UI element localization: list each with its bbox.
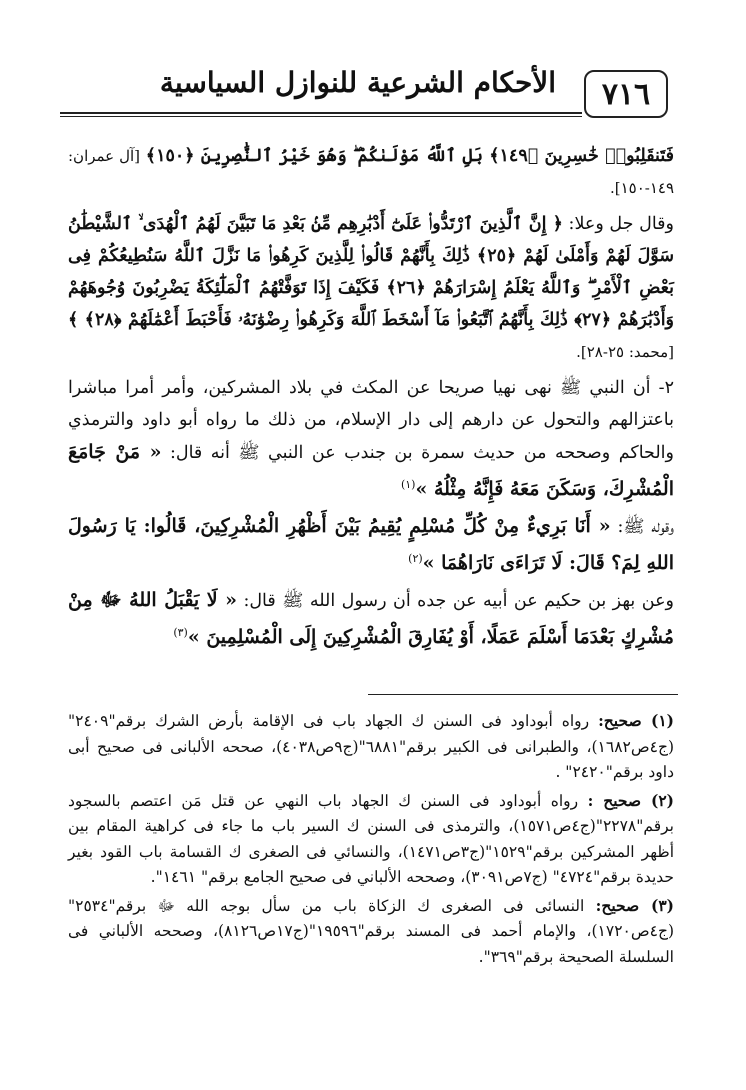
hadith-3-intro: وعن بهز بن حكيم عن أبيه عن جده أن رسول الله ﷺ قال: <box>243 590 674 611</box>
hadith-2-intro: وقوله ﷺ: <box>617 516 674 537</box>
hadith-2: « أَنَا بَرِيءٌ مِنْ كُلِّ مُسْلِمٍ يُقِيمُ بَيْنَ أَظْهُرِ الْمُشْرِكِينَ، قَالُوا: يَا رَسُولَ اللهِ لِمَ؟ قَالَ: لَا تَرَاءَى نَارَاهُمَا » <box>68 514 674 574</box>
footnote-1-text: رواه أبوداود فى السنن ك الجهاد باب فى الإقامة بأرض الشرك برقم"٢٤٠٩" (ج٤ص١٦٨٢)، والطبرانى فى الكبير برقم"٦٨٨١"(ج٩ص٤٠٣٨)، صححه الألبانى فى صحيح أبى داود برقم"٢٤٢٠" . <box>68 712 674 781</box>
main-text <box>68 140 674 657</box>
footnote-2-text: رواه أبوداود فى السنن ك الجهاد باب النهي عن قتل مَن اعتصم بالسجود برقم"٢٢٧٨"(ج٤ص١٥٧١)، والترمذى فى السنن ك السير باب ما جاء فى كراهية المقام بين أظهر المشركين برقم"١٥٢٩"(ج٣ص١٤٧١)، والنسائي فى الصغرى ك القسامة باب القود بغير حديدة برقم"٤٧٢٤" (ج٧ص٣٠٩١)، وصححه الألباني فى صحيح الجامع برقم" ١٤٦١". <box>68 791 674 886</box>
verse-reference-2: [محمد: ٢٥-٢٨]. <box>576 343 674 361</box>
page-header <box>60 64 666 124</box>
hadith-3: « لَا يَقْبَلُ اللهُ ﷻ مِنْ مُشْرِكٍ بَعْدَمَا أَسْلَمَ عَمَلًا، أَوْ يُفَارِقَ الْمُشْرِكِينَ إِلَى الْمُسْلِمِينَ » <box>68 588 674 648</box>
footnote-3 <box>68 893 674 971</box>
verse-intro: وقال جل وعلا: <box>568 214 674 234</box>
footnote-divider <box>368 694 678 695</box>
header-rule-thin <box>60 116 582 117</box>
footnote-marker-2: (٢) <box>408 551 423 565</box>
point-2-text: ٢- أن النبي ﷺ نهى نهيا صريحا عن المكث في بلاد المشركين، وأمر أمرا مباشرا باعتزالهم والتحول عن دارهم إلى دار الإسلام، من ذلك ما رواه أبو داود والترمذي والحاكم وصححه من حديث سمرة بن جندب عن النبي ﷺ أنه قال: <box>68 378 674 463</box>
hadith-2-paragraph <box>68 510 674 580</box>
footnote-1-label: (١) صحيح: <box>598 711 675 730</box>
footnote-2 <box>68 788 674 891</box>
header-rule <box>60 112 582 114</box>
point-2-paragraph <box>68 372 674 506</box>
hadith-1: « مَنْ جَامَعَ الْمُشْرِكَ، وَسَكَنَ مَعَهُ فَإِنَّهُ مِثْلُهُ » <box>68 441 674 500</box>
quran-verse-2: ﴿ إِنَّ ٱلَّذِينَ ٱرْتَدُّوا۟ عَلَىٰٓ أَدْبَٰرِهِم مِّنۢ بَعْدِ مَا تَبَيَّنَ لَهُمُ ٱلْهُدَى ۙ ٱلشَّيْطَٰنُ سَوَّلَ لَهُمْ وَأَمْلَىٰ لَهُمْ ﴿٢٥﴾ ذَٰلِكَ بِأَنَّهُمْ قَالُوا۟ لِلَّذِينَ كَرِهُوا۟ مَا نَزَّلَ ٱللَّهُ سَنُطِيعُكُمْ فِى بَعْضِ ٱلْأَمْرِ ۖ وَٱللَّهُ يَعْلَمُ إِسْرَارَهُمْ ﴿٢٦﴾ فَكَيْفَ إِذَا تَوَفَّتْهُمُ ٱلْمَلَٰٓئِكَةُ يَضْرِبُونَ وُجُوهَهُمْ وَأَدْبَٰرَهُمْ ﴿٢٧﴾ ذَٰلِكَ بِأَنَّهُمُ ٱتَّبَعُوا۟ مَآ أَسْخَطَ ٱللَّهَ وَكَرِهُوا۟ رِضْوَٰنَهُۥ فَأَحْبَطَ أَعْمَٰلَهُمْ ﴿٢٨﴾ ﴾ <box>68 214 675 330</box>
page-number: ٧١٦ <box>584 70 668 118</box>
verse-reference-1: [آل عمران: ١٤٩-١٥٠]. <box>68 147 674 197</box>
footnote-2-label: (٢) صحيح : <box>587 790 674 810</box>
footnote-marker-1: (١) <box>400 478 416 491</box>
verse-paragraph-2 <box>68 208 674 368</box>
footnotes <box>68 708 674 972</box>
footnote-marker-3: (٣) <box>173 625 188 639</box>
footnote-3-label: (٣) صحيح: <box>595 895 674 915</box>
verse-paragraph-1 <box>68 140 674 204</box>
footnote-3-text: النسائى فى الصغرى ك الزكاة باب من سأل بوجه الله ﷻ برقم"٢٥٣٤" (ج٤ص١٧٢٠)، والإمام أحمد فى المسند برقم"١٩٥٩٦"(ج١٧ص٨١٢٦)، وصححه الألباني فى السلسلة الصحيحة برقم"٣٦٩". <box>68 896 674 966</box>
quran-verse-1: فَتَنقَلِبُوا۟ خَٰسِرِينَ ﴿١٤٩﴾ بَلِ ٱللَّهُ مَوْلَىٰكُمْ ۖ وَهُوَ خَيْرُ ٱلنَّٰصِرِينَ ﴿١٥٠﴾ <box>145 146 674 166</box>
footnote-1 <box>68 708 674 786</box>
hadith-3-paragraph <box>68 584 674 654</box>
running-title: الأحكام الشرعية للنوازل السياسية <box>159 66 556 99</box>
